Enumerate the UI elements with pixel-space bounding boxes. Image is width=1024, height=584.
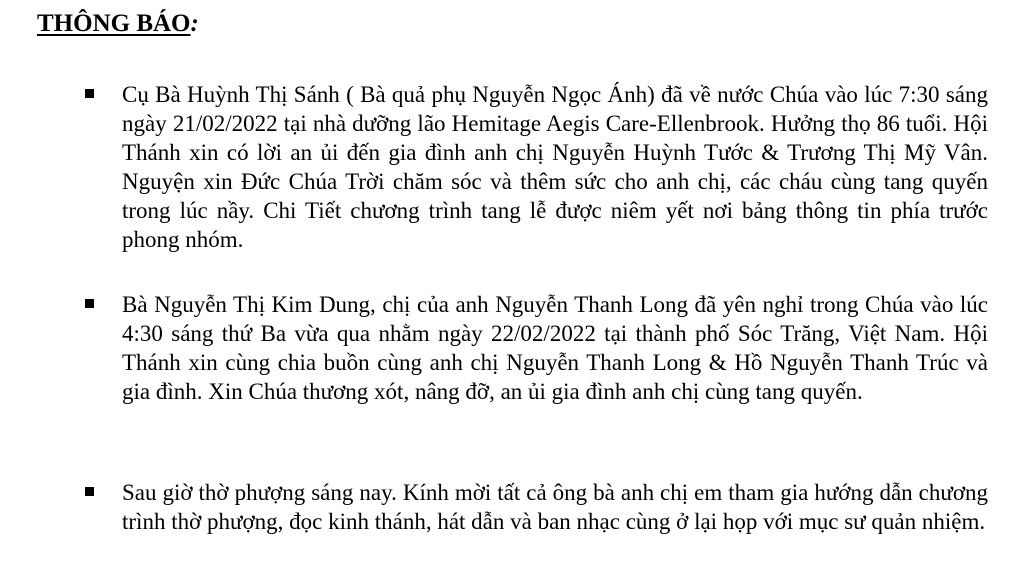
notice-heading (37, 6, 199, 42)
notice-item-text: Cụ Bà Huỳnh Thị Sánh ( Bà quả phụ Nguyễn Ngọc Ánh) đã về nước Chúa vào lúc 7:30 sáng ngày 21/02/2022 tại nhà dưỡng lão Hemitage Aegis Care-Ellenbrook. Hưởng thọ 86 tuổi. Hội Thánh xin có lời an ủi đến gia đình anh chị Nguyễn Huỳnh Tước & Trương Thị Mỹ Vân. Nguyện xin Đức Chúa Trời chăm sóc và thêm sức cho anh chị, các cháu cùng tang quyến trong lúc nầy. Chi Tiết chương trình tang lễ được niêm yết nơi bảng thông tin phía trước phong nhóm. (122, 82, 988, 252)
notice-item-text: Bà Nguyễn Thị Kim Dung, chị của anh Nguyễn Thanh Long đã yên nghỉ trong Chúa vào lúc 4:30 sáng thứ Ba vừa qua nhằm ngày 22/02/2022 tại thành phố Sóc Trăng, Việt Nam. Hội Thánh xin cùng chia buồn cùng anh chị Nguyễn Thanh Long & Hồ Nguyễn Thanh Trúc và gia đình. Xin Chúa thương xót, nâng đỡ, an ủi gia đình anh chị cùng tang quyến. (122, 292, 988, 404)
notice-heading-colon: : (190, 10, 199, 37)
square-bullet-icon (85, 89, 94, 98)
square-bullet-icon (85, 487, 94, 496)
notice-heading-text: THÔNG BÁO (37, 10, 191, 37)
square-bullet-icon (85, 299, 94, 308)
notice-item-text: Sau giờ thờ phượng sáng nay. Kính mời tất cả ông bà anh chị em tham gia hướng dẫn chương trình thờ phượng, đọc kinh thánh, hát dẫn và ban nhạc cùng ở lại họp với mục sư quản nhiệm. (122, 480, 988, 534)
